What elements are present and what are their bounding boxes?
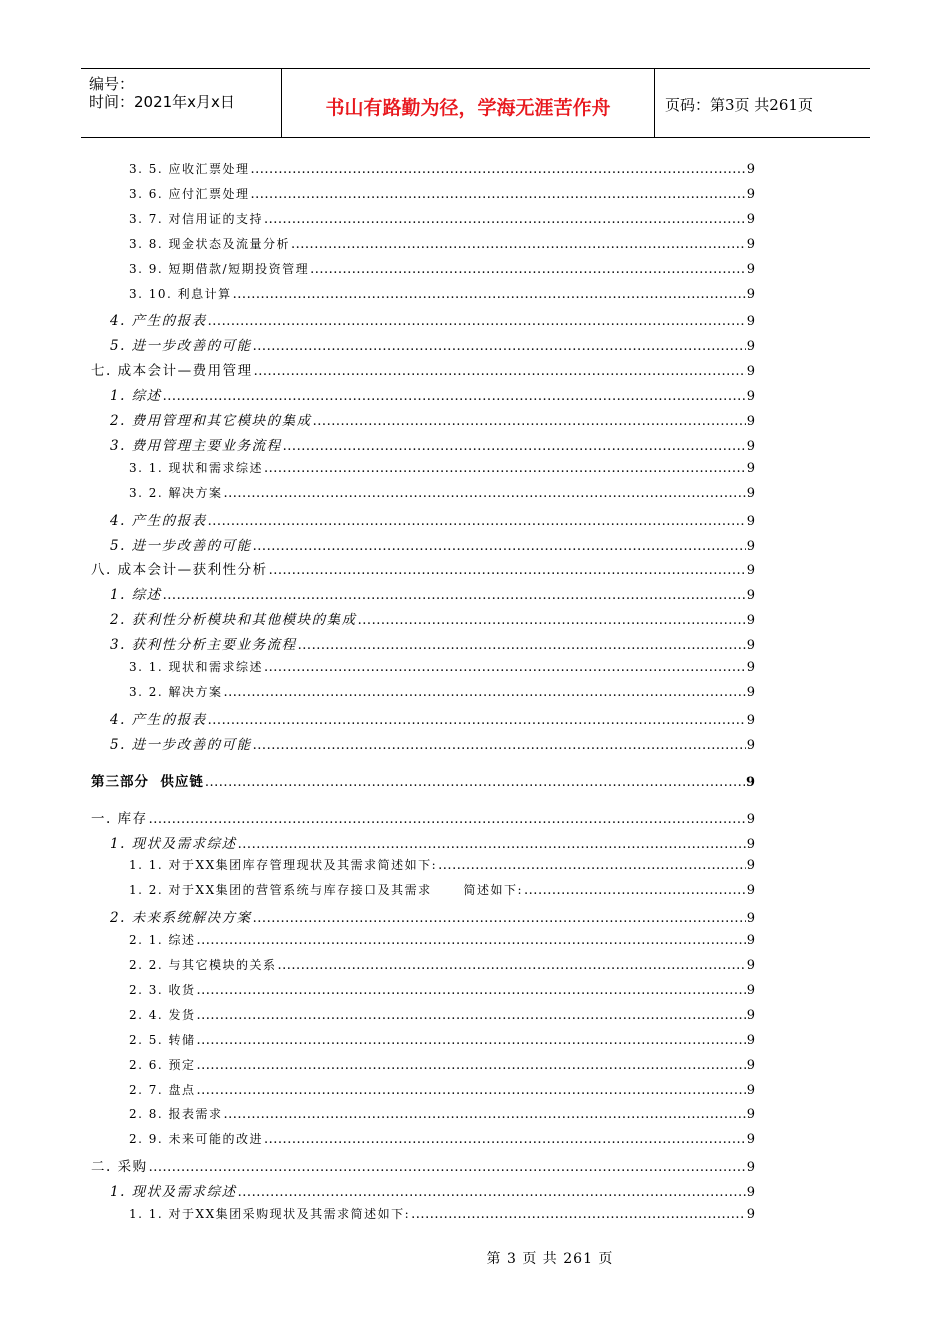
toc-entry-title: 七. 成本会计—费用管理 [91, 363, 253, 380]
toc-entry-title: 3. 获利性分析主要业务流程 [110, 637, 297, 654]
toc-entry-title: 5. 进一步改善的可能 [110, 338, 252, 355]
toc-entry-page: 9 [746, 638, 755, 654]
toc-entry[interactable] [91, 384, 755, 404]
toc-dot-leader [253, 339, 746, 354]
toc-entry[interactable] [91, 185, 755, 205]
toc-entry[interactable] [91, 509, 755, 529]
toc-entry[interactable] [91, 733, 755, 753]
toc-entry-title: 3. 2. 解决方案 [129, 485, 223, 500]
toc-entry-page: 9 [746, 563, 755, 579]
toc-dot-leader [233, 287, 746, 302]
toc-entry[interactable] [91, 1180, 755, 1200]
toc-entry[interactable] [91, 1056, 755, 1076]
toc-dot-leader [238, 1185, 746, 1200]
toc-dot-leader [264, 1132, 746, 1147]
toc-entry[interactable] [91, 558, 755, 578]
toc-entry[interactable] [91, 1205, 755, 1225]
toc-dot-leader [224, 1107, 746, 1122]
toc-dot-leader [283, 439, 746, 454]
toc-dot-leader [264, 660, 746, 675]
toc-entry-title: 3. 10. 利息计算 [129, 286, 232, 301]
toc-entry[interactable] [91, 770, 755, 790]
toc-entry[interactable] [91, 160, 755, 180]
toc-entry-page: 9 [746, 588, 755, 604]
toc-entry[interactable] [91, 1130, 755, 1150]
toc-entry[interactable] [91, 210, 755, 230]
toc-dot-leader [197, 1008, 746, 1023]
toc-entry[interactable] [91, 1031, 755, 1051]
toc-dot-leader [411, 1207, 746, 1222]
toc-dot-leader [149, 812, 746, 827]
toc-entry[interactable] [91, 534, 755, 554]
toc-dot-leader [269, 563, 746, 578]
toc-entry-title: 3. 1. 现状和需求综述 [129, 660, 264, 674]
toc-entry-page: 9 [745, 774, 755, 790]
toc-dot-leader [298, 638, 746, 653]
toc-entry-title: 2. 6. 预定 [129, 1057, 196, 1072]
toc-dot-leader [264, 212, 746, 227]
toc-dot-leader [208, 514, 746, 529]
toc-entry-title: 第三部分 供应链 [91, 773, 204, 790]
toc-dot-leader [224, 486, 746, 501]
toc-entry-title: 2. 费用管理和其它模块的集成 [110, 413, 312, 429]
toc-dot-leader [149, 1160, 746, 1175]
toc-entry[interactable] [91, 608, 755, 628]
toc-entry[interactable] [91, 359, 755, 379]
toc-dot-leader [313, 414, 746, 429]
toc-dot-leader [251, 187, 746, 202]
toc-entry-page: 9 [746, 286, 755, 302]
toc-entry-page: 9 [746, 438, 755, 454]
toc-dot-leader [291, 237, 746, 252]
toc-entry-title: 1. 综述 [110, 587, 162, 604]
toc-entry-title: 2. 8. 报表需求 [129, 1107, 223, 1122]
toc-entry[interactable] [91, 683, 755, 703]
toc-entry-page: 9 [746, 1160, 755, 1176]
toc-dot-leader [197, 1083, 746, 1098]
toc-entry[interactable] [91, 708, 755, 728]
toc-dot-leader [438, 858, 746, 873]
toc-entry-title: 二. 采购 [91, 1159, 148, 1176]
toc-dot-leader [254, 364, 746, 379]
toc-entry-page: 9 [746, 933, 755, 949]
toc-entry-page: 9 [746, 982, 755, 998]
toc-entry-page: 9 [746, 314, 755, 330]
toc-entry-page: 9 [746, 883, 755, 899]
toc-dot-leader [163, 588, 746, 603]
header-page-number: 页码：第3页 共261页 [665, 96, 813, 114]
toc-entry-page: 9 [746, 364, 755, 380]
toc-dot-leader [524, 883, 746, 898]
toc-entry[interactable] [91, 260, 755, 280]
toc-entry-title: 3. 2. 解决方案 [129, 684, 223, 699]
toc-entry-page: 9 [746, 339, 755, 355]
toc-entry-title: 1. 1. 对于XX集团库存管理现状及其需求简述如下: [129, 858, 438, 873]
toc-entry-page: 9 [746, 811, 755, 827]
toc-entry-title: 1. 1. 对于XX集团采购现状及其需求简述如下: [129, 1207, 411, 1221]
page-header [81, 68, 870, 138]
toc-entry-title: 一. 库存 [91, 810, 148, 827]
toc-entry-page: 9 [746, 1132, 755, 1148]
toc-entry-title: 5. 进一步改善的可能 [110, 537, 252, 554]
toc-entry-page: 9 [746, 660, 755, 675]
toc-entry-page: 9 [746, 485, 755, 501]
toc-entry-title: 2. 2. 与其它模块的关系 [129, 958, 277, 972]
toc-entry[interactable] [91, 583, 755, 603]
toc-dot-leader [208, 314, 746, 329]
toc-dot-leader [238, 837, 746, 852]
toc-entry-title: 3. 9. 短期借款/短期投资管理 [129, 261, 310, 276]
toc-entry-page: 9 [746, 1007, 755, 1023]
toc-entry-page: 9 [746, 684, 755, 700]
toc-entry-title: 4. 产生的报表 [110, 313, 207, 330]
toc-entry[interactable] [91, 1081, 755, 1101]
toc-entry-page: 9 [746, 1082, 755, 1098]
toc-dot-leader [310, 262, 746, 277]
toc-entry-title: 3. 8. 现金状态及流量分析 [129, 236, 291, 251]
toc-entry-page: 9 [746, 1185, 755, 1201]
toc-entry-title: 2. 7. 盘点 [129, 1082, 196, 1097]
toc-entry-title: 3. 5. 应收汇票处理 [129, 162, 250, 176]
toc-entry-page: 9 [746, 186, 755, 202]
toc-dot-leader [253, 539, 746, 554]
toc-entry-title: 3. 费用管理主要业务流程 [110, 437, 282, 454]
toc-entry-page: 9 [746, 613, 755, 629]
header-motto: 书山有路勤为径，学海无涯苦作舟 [325, 97, 611, 119]
toc-entry-page: 9 [746, 538, 755, 554]
toc-entry-title: 5. 进一步改善的可能 [110, 736, 252, 753]
toc-entry[interactable] [91, 658, 755, 678]
toc-entry-page: 9 [746, 858, 755, 874]
toc-entry-page: 9 [746, 737, 755, 753]
toc-dot-leader [197, 1033, 746, 1048]
toc-entry[interactable] [91, 1155, 755, 1175]
header-page-cell [655, 69, 870, 137]
header-meta-cell [81, 69, 281, 137]
toc-dot-leader [224, 685, 746, 700]
toc-entry[interactable] [91, 1006, 755, 1026]
toc-entry-title: 1. 综述 [110, 388, 162, 405]
toc-entry[interactable] [91, 1105, 755, 1125]
toc-entry-title: 3. 6. 应付汇票处理 [129, 186, 250, 201]
toc-entry-page: 9 [746, 1207, 755, 1222]
toc-dot-leader [197, 933, 746, 948]
toc-entry[interactable] [91, 807, 755, 827]
toc-entry-title: 1. 2. 对于XX集团的营管系统与库存接口及其需求 简述如下: [129, 883, 524, 898]
toc-entry[interactable] [91, 409, 755, 429]
toc-entry-page: 9 [746, 211, 755, 227]
toc-entry-page: 9 [746, 836, 755, 852]
toc-dot-leader [253, 738, 746, 753]
toc-dot-leader [197, 1058, 746, 1073]
toc-entry-page: 9 [746, 162, 755, 177]
toc-entry-title: 2. 4. 发货 [129, 1007, 196, 1022]
toc-entry-page: 9 [746, 236, 755, 252]
toc-entry[interactable] [91, 832, 755, 852]
toc-dot-leader [251, 162, 746, 177]
toc-dot-leader [253, 911, 746, 926]
toc-entry-page: 9 [746, 958, 755, 973]
document-number-label: 编号： [89, 75, 135, 93]
toc-entry-title: 2. 1. 综述 [129, 933, 196, 948]
toc-entry[interactable] [91, 459, 755, 479]
toc-dot-leader [264, 461, 746, 476]
toc-entry-title: 4. 产生的报表 [110, 711, 207, 728]
toc-entry-page: 9 [746, 389, 755, 405]
toc-entry[interactable] [91, 309, 755, 329]
toc-entry-page: 9 [746, 1107, 755, 1123]
toc-entry[interactable] [91, 856, 755, 876]
toc-entry[interactable] [91, 956, 755, 976]
toc-entry-page: 9 [746, 911, 755, 927]
toc-entry-title: 2. 5. 转储 [129, 1032, 196, 1047]
toc-entry-title: 2. 未来系统解决方案 [110, 910, 252, 927]
toc-entry-title: 2. 9. 未来可能的改进 [129, 1132, 264, 1147]
toc-entry-title: 2. 获利性分析模块和其他模块的集成 [110, 612, 357, 629]
toc-entry[interactable] [91, 906, 755, 926]
toc-entry-title: 1. 现状及需求综述 [110, 1184, 237, 1201]
toc-entry-title: 3. 1. 现状和需求综述 [129, 460, 264, 475]
toc-dot-leader [208, 713, 746, 728]
toc-entry[interactable] [91, 484, 755, 504]
toc-entry-page: 9 [746, 261, 755, 277]
toc-entry-title: 八. 成本会计—获利性分析 [91, 562, 268, 579]
page-footer: 第 3 页 共 261 页 [486, 1251, 614, 1267]
toc-entry[interactable] [91, 235, 755, 255]
toc-entry-page: 9 [746, 414, 755, 429]
toc-entry-title: 3. 7. 对信用证的支持 [129, 211, 264, 226]
toc-dot-leader [278, 958, 746, 973]
toc-entry-page: 9 [746, 1057, 755, 1073]
toc-entry[interactable] [91, 881, 755, 901]
toc-entry[interactable] [91, 434, 755, 454]
toc-entry[interactable] [91, 981, 755, 1001]
header-motto-cell [281, 69, 655, 137]
toc-dot-leader [163, 389, 746, 404]
toc-entry-title: 1. 现状及需求综述 [110, 835, 237, 852]
toc-entry-title: 4. 产生的报表 [110, 512, 207, 529]
toc-entry-page: 9 [746, 460, 755, 476]
document-time-label: 时间：2021年x月x日 [89, 93, 235, 111]
toc-entry-page: 9 [746, 712, 755, 728]
toc-entry[interactable] [91, 285, 755, 305]
toc-entry-title: 2. 3. 收货 [129, 982, 196, 997]
toc-dot-leader [197, 983, 746, 998]
toc-entry[interactable] [91, 334, 755, 354]
toc-entry[interactable] [91, 633, 755, 653]
toc-entry[interactable] [91, 931, 755, 951]
toc-entry-page: 9 [746, 1032, 755, 1048]
toc-dot-leader [205, 775, 745, 790]
toc-entry-page: 9 [746, 513, 755, 529]
toc-dot-leader [358, 613, 746, 628]
